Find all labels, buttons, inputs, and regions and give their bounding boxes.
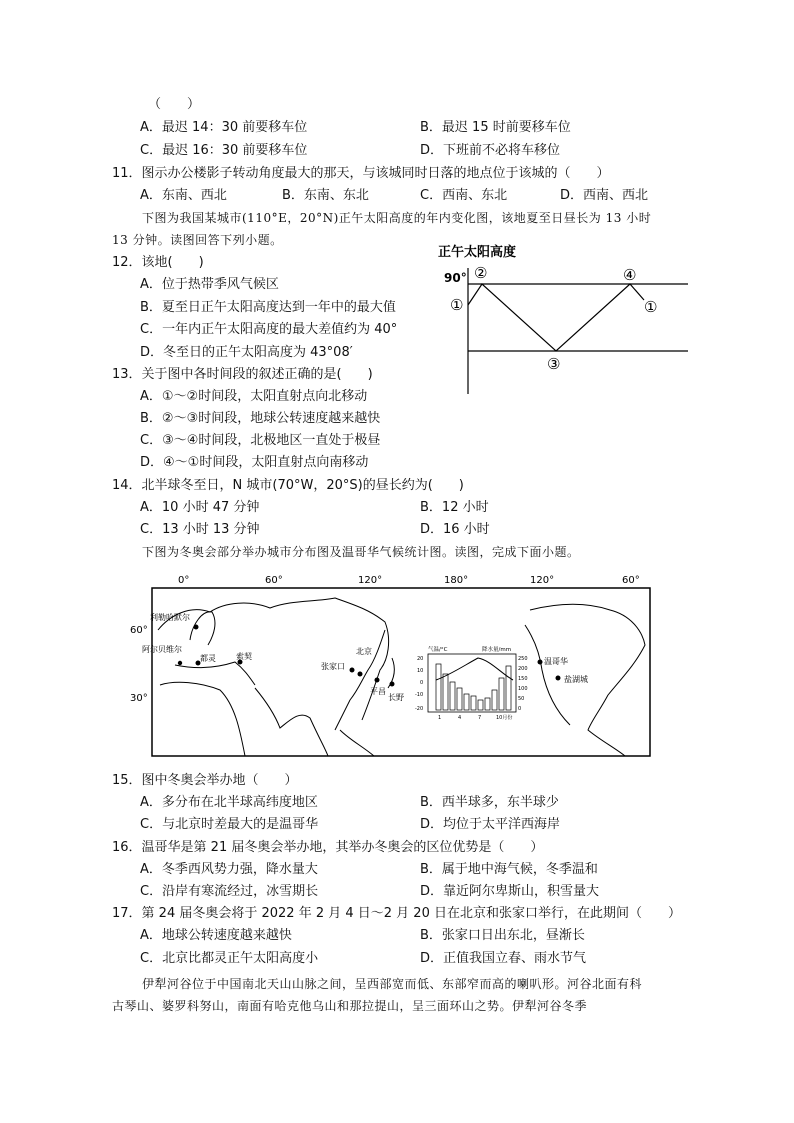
q12-option-c: C．一年内正午太阳高度的最大差值约为 40° <box>140 322 398 337</box>
climate-x-tick-10: 10月份 <box>496 715 513 721</box>
climate-right-tick-250: 250 <box>518 656 528 662</box>
city-beijing: 北京 <box>356 647 372 656</box>
q16-option-a: A．冬季西风势力强，降水量大 <box>140 862 318 877</box>
q11-stem: 11．图示办公楼影子转动角度最大的那天，与该城同时日落的地点位于该城的（ ） <box>112 166 610 181</box>
q16-option-d: D．靠近阿尔卑斯山，积雪量大 <box>420 884 600 899</box>
tick-top-120: 120° <box>358 575 383 586</box>
tick-top-60: 60° <box>265 575 283 586</box>
q17-option-c: C．北京比都灵正午太阳高度小 <box>140 951 319 966</box>
climate-left-tick-10: 10 <box>417 668 424 674</box>
q12-option-a: A．位于热带季风气候区 <box>140 277 279 292</box>
q16-option-b: B．属于地中海气候，冬季温和 <box>420 862 598 877</box>
q10-option-b: B．最迟 15 时前要移车位 <box>420 120 571 135</box>
point-label-1: ① <box>450 296 464 314</box>
q10-option-d: D．下班前不必将车移位 <box>420 143 561 158</box>
q12-option-b: B．夏至日正午太阳高度达到一年中的最大值 <box>140 300 396 315</box>
city-sochi: 索契 <box>236 652 252 661</box>
intro-yili-valley: 伊犁河谷位于中国南北天山山脉之间，呈西部宽而低、东部窄而高的喇叭形。河谷北面有科古琴山、婆罗科努山，南面有哈克他乌山和那拉提山，呈三面环山之势。伊犁河谷冬季 <box>112 977 643 1013</box>
q14-option-c: C．13 小时 13 分钟 <box>140 522 260 537</box>
sun-altitude-chart <box>430 238 695 396</box>
q10-option-c: C．最迟 16：30 前要移车位 <box>140 143 308 158</box>
climate-left-tick-m20: -20 <box>415 706 424 712</box>
climate-left-tick-m10: -10 <box>415 692 424 698</box>
climate-right-tick-50: 50 <box>518 696 525 702</box>
q14-option-d: D．16 小时 <box>420 522 490 537</box>
tick-left-30: 30° <box>130 693 148 704</box>
city-vancouver: 温哥华 <box>544 657 568 666</box>
q11-option-c: C．西南、东北 <box>420 188 508 203</box>
q12-stem: 12．该地( ) <box>112 255 204 270</box>
climate-right-tick-200: 200 <box>518 666 528 672</box>
intro-olympics-map: 下图为冬奥会部分举办城市分布图及温哥华气候统计图。读图，完成下面小题。 <box>142 545 580 559</box>
city-dot-vancouver <box>538 660 543 665</box>
q16-option-c: C．沿岸有寒流经过，冰雪期长 <box>140 884 319 899</box>
q15-option-d: D．均位于太平洋西海岸 <box>420 817 561 832</box>
q16-stem: 16．温哥华是第 21 届冬奥会举办地，其举办冬奥会的区位优势是（ ） <box>112 840 544 855</box>
tick-top-0: 0° <box>178 575 190 586</box>
q17-option-b: B．张家口日出东北，昼渐长 <box>420 928 585 943</box>
sun-chart-title: 正午太阳高度 <box>438 245 517 260</box>
city-lillehammer: 利勒哈默尔 <box>150 613 190 622</box>
q11-option-b: B．东南、东北 <box>282 188 369 203</box>
q15-option-a: A．多分布在北半球高纬度地区 <box>140 795 318 810</box>
q13-option-c: C．③～④时间段，北极地区一直处于极昼 <box>140 433 381 448</box>
olympics-world-map <box>130 570 660 762</box>
city-dot-zhangjiakou <box>350 668 355 673</box>
q12-option-d: D．冬至日的正午太阳高度为 43°08′ <box>140 345 353 360</box>
q14-option-b: B．12 小时 <box>420 500 489 515</box>
q13-option-d: D．④～①时间段，太阳直射点向南移动 <box>140 455 369 470</box>
city-zhangjiakou: 张家口 <box>321 662 345 671</box>
sun-altitude-line <box>468 284 644 351</box>
q15-option-b: B．西半球多，东半球少 <box>420 795 559 810</box>
city-dot-saltlake <box>556 676 561 681</box>
q13-option-a: A．①～②时间段，太阳直射点向北移动 <box>140 389 368 404</box>
q17-option-d: D．正值我国立春、雨水节气 <box>420 951 587 966</box>
climate-x-tick-1: 1 <box>438 715 442 721</box>
tick-top-120w: 120° <box>530 575 555 586</box>
city-pyeongchang: 平昌 <box>370 687 386 696</box>
climate-precip-label: 降水量/mm <box>482 647 512 653</box>
city-dot-lillehammer <box>194 625 199 630</box>
point-label-3: ③ <box>547 355 561 373</box>
q13-option-b: B．②～③时间段，地球公转速度越来越快 <box>140 411 381 426</box>
climate-right-tick-0: 0 <box>518 706 522 712</box>
climate-right-tick-150: 150 <box>518 676 528 682</box>
q13-stem: 13．关于图中各时间段的叙述正确的是( ) <box>112 367 373 382</box>
y-label-90: 90° <box>444 271 467 285</box>
tick-top-60w: 60° <box>622 575 640 586</box>
q15-option-c: C．与北京时差最大的是温哥华 <box>140 817 319 832</box>
climate-x-tick-4: 4 <box>458 715 462 721</box>
q11-option-a: A．东南、西北 <box>140 188 227 203</box>
point-label-2: ② <box>474 264 488 282</box>
climate-inset <box>415 645 528 721</box>
tick-left-60: 60° <box>130 625 148 636</box>
paren-blank: （ ） <box>148 97 201 112</box>
intro-sun-chart-1: 下图为我国某城市(110°E，20°N)正午太阳高度的年内变化图，该地夏至日昼长为 13 小时 <box>142 211 652 225</box>
q14-stem: 14．北半球冬至日，N 城市(70°W，20°S)的昼长约为( ) <box>112 478 464 493</box>
climate-left-tick-0: 0 <box>420 680 424 686</box>
city-albertville: 阿尔贝维尔 <box>142 645 182 654</box>
city-dot-nagano <box>390 682 395 687</box>
q17-stem: 17．第 24 届冬奥会将于 2022 年 2 月 4 日～2 月 20 日在北京和张家口举行，在此期间（ ） <box>112 906 681 921</box>
q11-option-d: D．西南、西北 <box>560 188 649 203</box>
climate-right-tick-100: 100 <box>518 686 528 692</box>
q17-option-a: A．地球公转速度越来越快 <box>140 928 292 943</box>
city-saltlake: 盐湖城 <box>564 675 588 684</box>
map-frame <box>152 588 650 756</box>
city-dot-pyeongchang <box>375 678 380 683</box>
q14-option-a: A．10 小时 47 分钟 <box>140 500 260 515</box>
point-label-4: ④ <box>623 266 637 284</box>
q15-stem: 15．图中冬奥会举办地（ ） <box>112 773 298 788</box>
q10-option-a: A．最迟 14：30 前要移车位 <box>140 120 308 135</box>
city-dot-beijing <box>358 672 363 677</box>
intro-sun-chart-2: 13 分钟。读图回答下列小题。 <box>112 233 283 247</box>
climate-x-tick-7: 7 <box>478 715 482 721</box>
city-turin: 都灵 <box>200 654 216 663</box>
city-dot-albertville <box>178 661 182 665</box>
climate-left-tick-20: 20 <box>417 656 424 662</box>
city-nagano: 长野 <box>388 693 404 702</box>
climate-temp-label: 气温/°C <box>428 647 448 653</box>
tick-top-180: 180° <box>444 575 469 586</box>
point-label-5: ① <box>644 298 658 316</box>
